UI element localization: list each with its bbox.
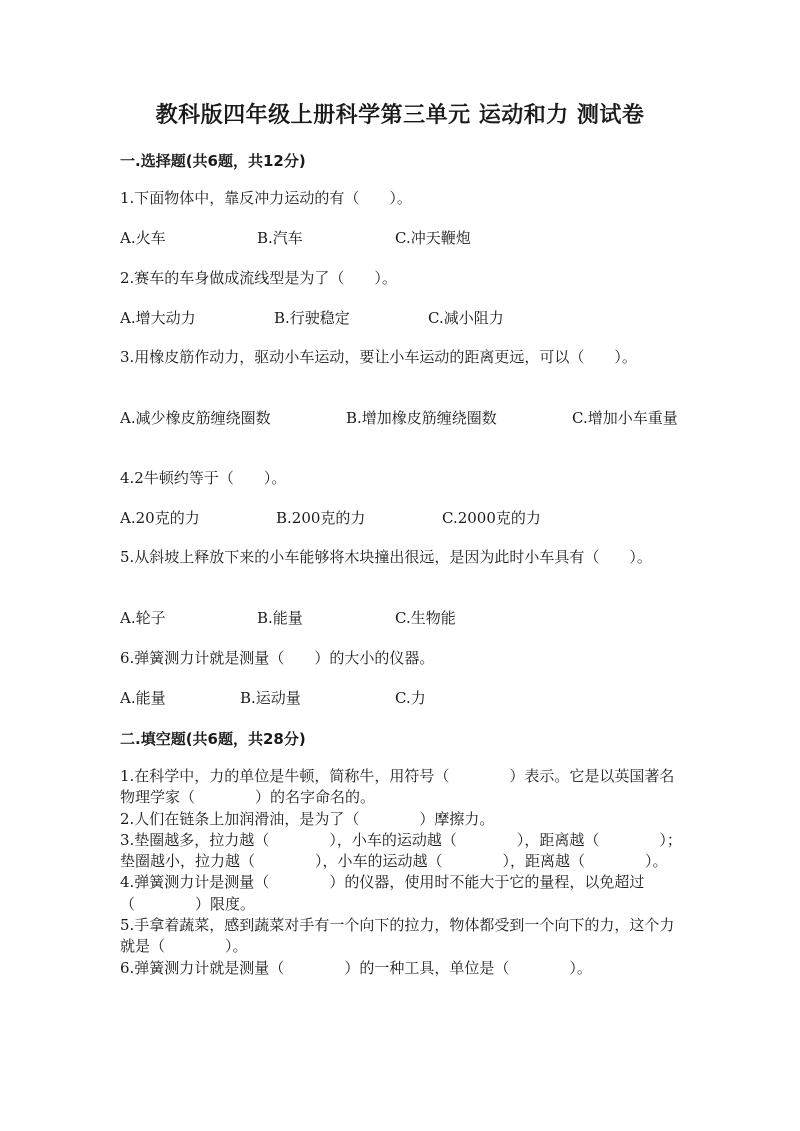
section-heading-choice: 一.选择题(共6题，共12分) — [120, 152, 306, 170]
question-3-options — [120, 408, 685, 448]
option-a: A.轮子 — [120, 609, 166, 627]
page-title: 教科版四年级上册科学第三单元 运动和力 测试卷 — [155, 103, 645, 128]
option-a: A.能量 — [120, 689, 166, 707]
option-c: C.力 — [395, 689, 426, 707]
option-c: C.生物能 — [395, 609, 456, 627]
fill-question-6: 6.弹簧测力计就是测量（ ）的一种工具，单位是（ ）。 — [120, 958, 592, 977]
option-a: A.20克的力 — [120, 509, 200, 527]
fill-question-1: 1.在科学中，力的单位是牛顿，简称牛，用符号（ ）表示。它是以英国著名物理学家（ ）的名字命名的。 — [120, 767, 675, 807]
question-2: 2.赛车的车身做成流线型是为了（ ）。 — [120, 269, 397, 287]
fill-in-questions — [120, 766, 685, 979]
question-6: 6.弹簧测力计就是测量（ ）的大小的仪器。 — [120, 649, 435, 667]
option-c: C.冲天鞭炮 — [395, 229, 471, 247]
option-b: B.行驶稳定 — [274, 309, 350, 327]
option-b: B.200克的力 — [276, 509, 366, 527]
option-c: C.2000克的力 — [442, 509, 541, 527]
option-b: B.能量 — [257, 609, 303, 627]
option-b: B.运动量 — [240, 689, 301, 707]
option-c: C.增加小车重量 — [572, 409, 678, 427]
question-5: 5.从斜坡上释放下来的小车能够将木块撞出很远，是因为此时小车具有（ ）。 — [120, 548, 652, 566]
option-b: B.增加橡皮筋缠绕圈数 — [346, 409, 497, 427]
question-4: 4.2牛顿约等于（ ）。 — [120, 469, 287, 487]
fill-question-3: 3.垫圈越多，拉力越（ ），小车的运动越（ ），距离越（ ）；垫圈越小，拉力越（ ），小车的运动越（ ），距离越（ ）。 — [120, 830, 682, 871]
option-a: A.火车 — [120, 229, 166, 247]
fill-question-4: 4.弹簧测力计是测量（ ）的仪器，使用时不能大于它的量程，以免超过（ ）限度。 — [120, 873, 645, 913]
question-1: 1.下面物体中，靠反冲力运动的有（ ）。 — [120, 189, 412, 207]
option-b: B.汽车 — [257, 229, 303, 247]
question-3: 3.用橡皮筋作动力，驱动小车运动，要让小车运动的距离更远，可以（ ）。 — [120, 348, 637, 366]
option-a: A.减少橡皮筋缠绕圈数 — [120, 409, 271, 427]
option-a: A.增大动力 — [120, 309, 196, 327]
fill-question-2: 2.人们在链条上加润滑油，是为了（ ）摩擦力。 — [120, 809, 495, 828]
option-c: C.减小阻力 — [428, 309, 504, 327]
fill-question-5: 5.手拿着蔬菜，感到蔬菜对手有一个向下的拉力，物体都受到一个向下的力，这个力就是（ ）。 — [120, 916, 675, 956]
section-heading-fill: 二.填空题(共6题，共28分) — [120, 730, 306, 748]
